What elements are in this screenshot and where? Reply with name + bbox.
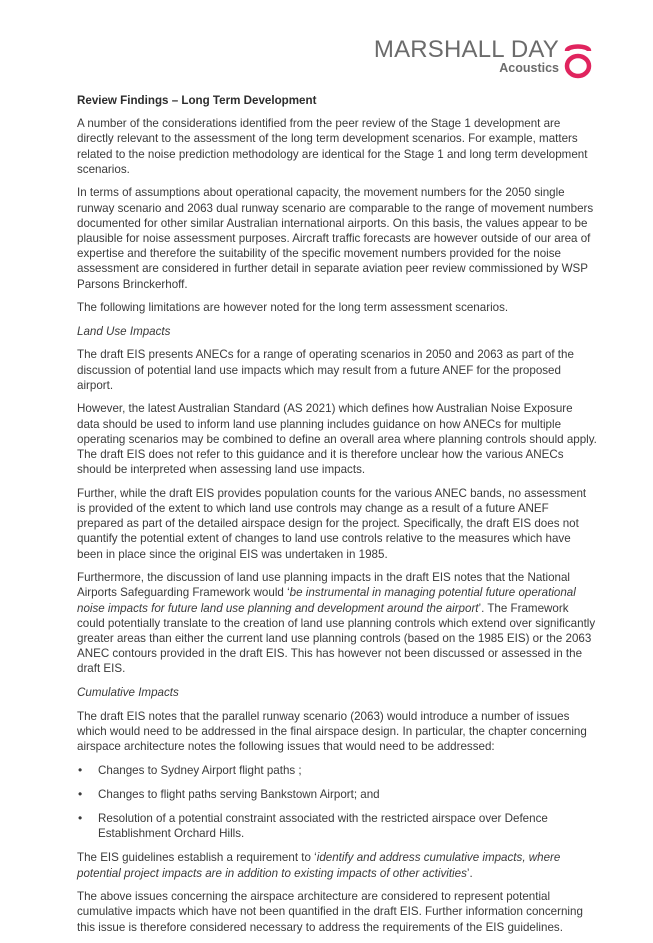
paragraph-7 <box>77 570 597 676</box>
logo-mark-icon <box>563 40 593 80</box>
paragraph-3: The following limitations are however noted for the long term assessment scenarios. <box>77 301 509 315</box>
paragraph-5: However, the latest Australian Standard (AS 2021) which defines how Australian Noise Exposure data should be used to inform land use planning includes guidance on how ANECs for multiple operating scenarios may be combined to define an overall area where planning controls should apply. The draft EIS does not refer to this guidance and it is therefore unclear how the various ANECs should be interpreted when assessing land use impacts. <box>77 402 597 477</box>
logo-subtitle: Acoustics <box>499 61 559 75</box>
paragraph-7-quote: be instrumental in managing potential future operational noise impacts for future land use planning and development around the airport <box>77 586 576 615</box>
list-item: • Resolution of a potential constraint associated with the restricted airspace over Defence Establishment Orchard Hills. <box>77 811 597 841</box>
paragraph-6: Further, while the draft EIS provides population counts for the various ANEC bands, no assessment is provided of the extent to which land use controls may change as a result of a future ANEF prepared as part of the detailed airspace design for the project. Specifically, the draft EIS does not quantify the potential extent of changes to land use controls relative to the measures which have been in place since the original EIS was undertaken in 1985. <box>77 486 587 561</box>
paragraph-7-text-a: Furthermore, the discussion of land use planning impacts in the draft EIS notes that the National Airports Safeguarding Framework would ‘ <box>77 571 571 600</box>
paragraph-4: The draft EIS presents ANECs for a range of operating scenarios in 2050 and 2063 as part of the discussion of potential land use impacts which may result from a future ANEF for the proposed airport. <box>77 348 574 392</box>
document-body <box>77 93 597 943</box>
paragraph-1: A number of the considerations identified from the peer review of the Stage 1 development are directly relevant to the assessment of the long term development scenarios. For example, matters related to the noise prediction methodology are identical for the Stage 1 and long term development scenarios. <box>77 117 588 176</box>
company-logo <box>374 38 593 80</box>
paragraph-10: The above issues concerning the airspace architecture are considered to represent potential cumulative impacts which have not been quantified in the draft EIS. Further information concerning this issue is therefore considered necessary to address the requirements of the EIS guidelines. <box>77 890 583 934</box>
paragraph-7-text-b: ’. The Framework could potentially translate to the creation of land use planning controls which extend over significantly greater areas than either the current land use planning controls (based on the 1985 EIS) or the 2063 ANEC contours provided in the draft EIS. This has however not been discussed or assessed in the draft EIS. <box>77 601 596 676</box>
paragraph-2: In terms of assumptions about operational capacity, the movement numbers for the 2050 single runway scenario and 2063 dual runway scenario are comparable to the range of movement numbers documented for other similar Australian international airports. On this basis, the values appear to be plausible for noise assessment purposes. Aircraft traffic forecasts are however outside of our area of expertise and therefore the suitability of the specific movement numbers provided for the noise assessment are considered in further detail in separate aviation peer review commissioned by WSP Parsons Brinckerhoff. <box>77 186 594 291</box>
paragraph-9-text-a: The EIS guidelines establish a requirement to ‘ <box>77 851 317 865</box>
paragraph-9-text-b: ’. <box>466 866 473 880</box>
subheading-cumulative: Cumulative Impacts <box>77 686 179 700</box>
list-item: • Changes to Sydney Airport flight paths ; <box>77 763 597 778</box>
logo-name: MARSHALL DAY <box>373 36 559 63</box>
section-heading: Review Findings – Long Term Development <box>77 94 317 107</box>
issues-list <box>77 763 597 842</box>
paragraph-8: The draft EIS notes that the parallel runway scenario (2063) would introduce a number of issues which would need to be addressed in the final airspace design. In particular, the chapter concerning airspace architecture notes the following issues that would need to be addressed: <box>77 709 587 754</box>
list-item: • Changes to flight paths serving Bankstown Airport; and <box>77 787 597 802</box>
subheading-land-use: Land Use Impacts <box>77 324 171 338</box>
paragraph-9 <box>77 850 597 880</box>
paragraph-9-quote: identify and address cumulative impacts, where potential project impacts are in addition to existing impacts of other activities <box>77 851 561 880</box>
logo-text <box>374 38 559 75</box>
